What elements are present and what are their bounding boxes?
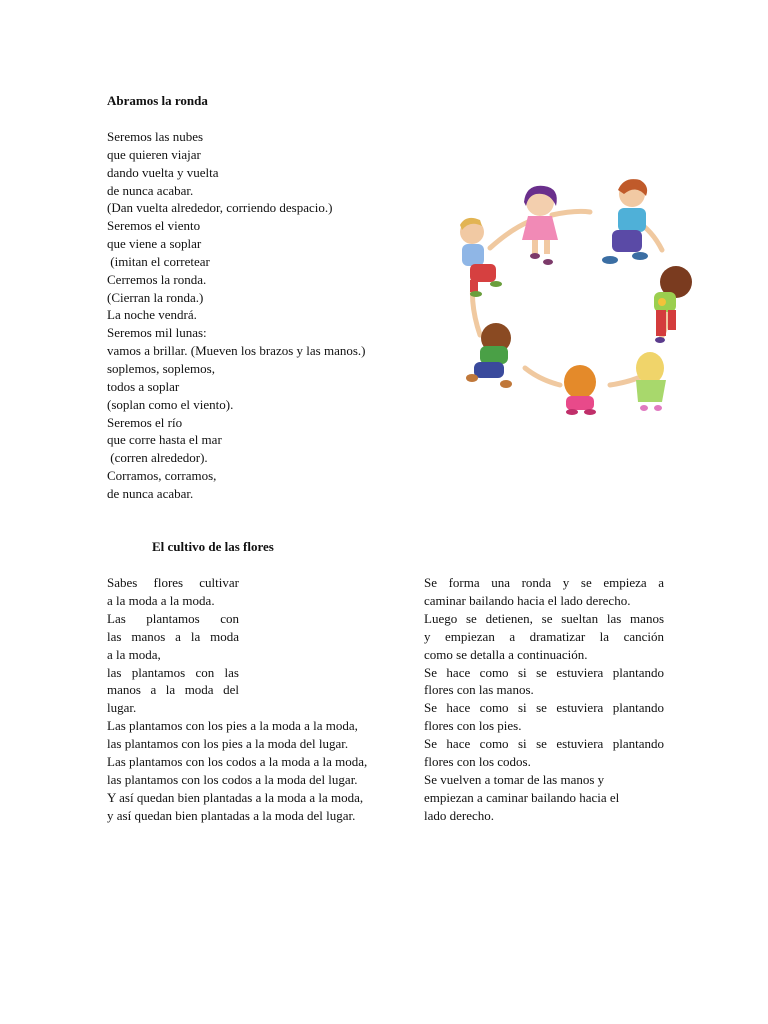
lyric-line: las plantamos con los pies a la moda del lugar. bbox=[107, 736, 349, 752]
instruction-line: y empiezan a dramatizar la canción bbox=[424, 628, 664, 644]
lyric-line: Las plantamos con los pies a la moda a la moda, bbox=[107, 718, 358, 734]
lyric-line: manos a la moda del bbox=[107, 682, 239, 698]
instruction-line: Se hace como si se estuviera plantando bbox=[424, 736, 664, 752]
lyric-line: y así quedan bien plantadas a la moda del lugar. bbox=[107, 807, 356, 823]
lyric-line: Las plantamos con bbox=[107, 610, 239, 626]
lyric-line: Las plantamos con los codos a la moda a la moda, bbox=[107, 754, 368, 770]
poem-abramos-la-ronda bbox=[107, 128, 437, 503]
poem-line: Seremos mil lunas: bbox=[107, 325, 207, 341]
instruction-line: Luego se detienen, se sueltan las manos bbox=[424, 610, 664, 626]
instruction-line: como se detalla a continuación. bbox=[424, 646, 588, 662]
section-title-el-cultivo-de-las-flores: El cultivo de las flores bbox=[152, 539, 274, 554]
poem-line: Seremos el río bbox=[107, 414, 183, 430]
poem-line: de nunca acabar. bbox=[107, 182, 194, 198]
child-figure bbox=[564, 365, 596, 415]
child-figure bbox=[654, 266, 692, 343]
poem-line: Corramos, corramos, bbox=[107, 468, 217, 484]
song-lyrics-column bbox=[107, 574, 407, 825]
section-title-abramos-la-ronda: Abramos la ronda bbox=[107, 93, 208, 108]
child-figure bbox=[522, 186, 558, 265]
child-figure bbox=[602, 179, 648, 264]
instruction-line: flores con los pies. bbox=[424, 718, 522, 734]
instruction-line: Se vuelven a tomar de las manos y bbox=[424, 771, 605, 787]
poem-line: de nunca acabar. bbox=[107, 485, 194, 501]
instruction-line: Se hace como si se estuviera plantando bbox=[424, 700, 664, 716]
poem-line: Cerremos la ronda. bbox=[107, 271, 207, 287]
poem-line: soplemos, soplemos, bbox=[107, 360, 215, 376]
lyric-line: las plantamos con los codos a la moda del lugar. bbox=[107, 771, 358, 787]
poem-line: todos a soplar bbox=[107, 378, 180, 394]
instruction-line: Se forma una ronda y se empieza a bbox=[424, 575, 664, 590]
instruction-line: lado derecho. bbox=[424, 807, 495, 823]
song-instructions-column bbox=[424, 574, 664, 825]
poem-line: La noche vendrá. bbox=[107, 307, 197, 323]
lyric-line: Y así quedan bien plantadas a la moda a la moda, bbox=[107, 789, 364, 805]
poem-line: dando vuelta y vuelta bbox=[107, 164, 219, 180]
instruction-line: Se hace como si se estuviera plantando bbox=[424, 664, 664, 680]
child-figure bbox=[460, 218, 502, 297]
poem-line: que viene a soplar bbox=[107, 236, 202, 252]
instruction-line: flores con los codos. bbox=[424, 754, 531, 770]
poem-line: (imitan el corretear bbox=[107, 253, 210, 269]
poem-line: (soplan como el viento). bbox=[107, 396, 234, 412]
poem-line: que quieren viajar bbox=[107, 146, 201, 162]
lyric-line: a la moda a la moda. bbox=[107, 592, 215, 608]
child-figure bbox=[636, 352, 666, 411]
poem-line: (Dan vuelta alrededor, corriendo despacio.) bbox=[107, 200, 333, 216]
instruction-line: caminar bailando hacia el lado derecho. bbox=[424, 592, 631, 608]
lyric-line: Sabes flores cultivar bbox=[107, 575, 239, 590]
lyric-line: a la moda, bbox=[107, 646, 161, 662]
instruction-line: flores con las manos. bbox=[424, 682, 534, 698]
children-circle-illustration bbox=[440, 170, 700, 420]
lyric-line: lugar. bbox=[107, 700, 137, 716]
instruction-line: empiezan a caminar bailando hacia el bbox=[424, 789, 620, 805]
child-figure bbox=[466, 323, 512, 388]
poem-line: (corren alrededor). bbox=[107, 450, 208, 466]
poem-line: (Cierran la ronda.) bbox=[107, 289, 204, 305]
poem-line: que corre hasta el mar bbox=[107, 432, 222, 448]
lyric-line: las plantamos con las bbox=[107, 664, 239, 680]
lyric-line: las manos a la moda bbox=[107, 628, 239, 644]
poem-line: Seremos el viento bbox=[107, 218, 201, 234]
poem-line: Seremos las nubes bbox=[107, 129, 204, 144]
poem-line: vamos a brillar. (Mueven los brazos y las manos.) bbox=[107, 343, 366, 359]
